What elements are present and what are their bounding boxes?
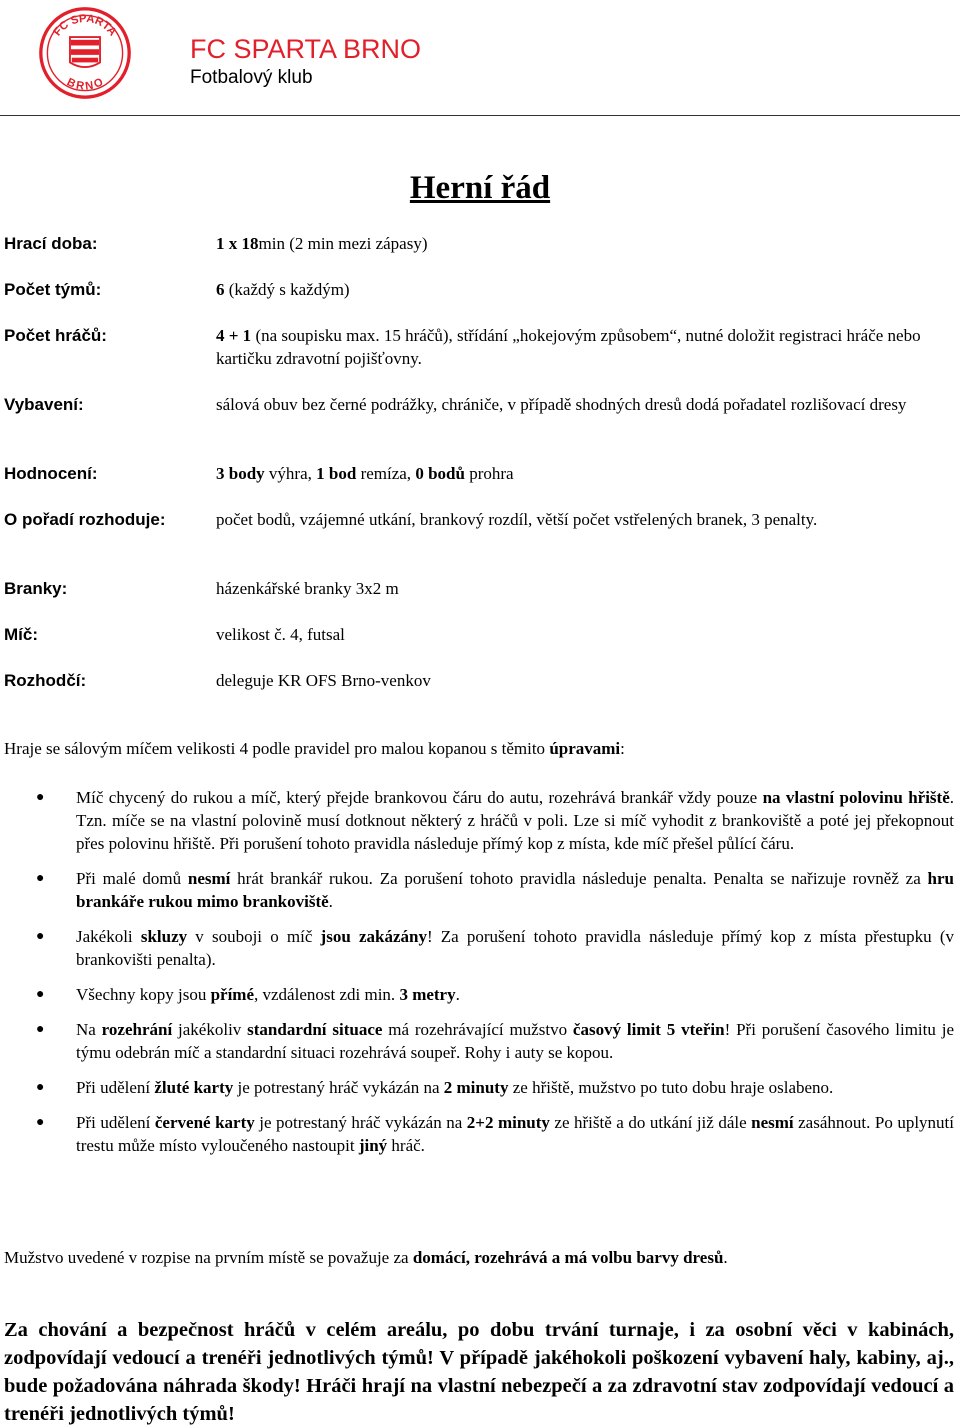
info-value: 3 body výhra, 1 bod remíza, 0 bodů prohra bbox=[216, 464, 514, 483]
bullet-icon: ● bbox=[36, 790, 45, 805]
club-subtitle: Fotbalový klub bbox=[190, 67, 313, 88]
info-value: sálová obuv bez černé podrážky, chrániče, v případě shodných dresů dodá pořadatel rozlišovací dresy bbox=[216, 395, 907, 414]
rule-item: ● Na rozehrání jakékoliv standardní situace má rozehrávající mužstvo časový limit 5 vteřin! Při porušení časového limitu je týmu odebrán míč a standardní situaci rozehrává soupeř. Rohy i auty se kopou. bbox=[36, 1020, 954, 1062]
club-logo bbox=[38, 6, 132, 100]
club-name: FC SPARTA BRNO bbox=[190, 34, 422, 64]
info-label: Hodnocení: bbox=[4, 464, 98, 483]
info-label: O pořadí rozhoduje: bbox=[4, 510, 166, 529]
brand-block bbox=[190, 33, 421, 90]
info-value: počet bodů, vzájemné utkání, brankový rozdíl, větší počet vstřelených branek, 3 penalty. bbox=[216, 510, 818, 529]
bullet-icon: ● bbox=[36, 987, 45, 1002]
rule-item: ● Míč chycený do rukou a míč, který přejde brankovou čáru do autu, rozehrává brankář vždy pouze na vlastní polovinu hřiště. Tzn. míče se na vlastní polovině musí dotknout některý z hráčů v poli. Lze si míč vyhodit z brankoviště a poté jej překopnout přes polovinu hřiště. Při porušení tohoto pravidla následuje přímý kop z místa, kde míč přešel půlící čáru. bbox=[36, 788, 954, 853]
info-label: Branky: bbox=[4, 579, 68, 598]
rule-item: ● Při malé domů nesmí hrát brankář rukou. Za porušení tohoto pravidla následuje penalta. Penalta se nařizuje rovněž za hru brankáře rukou mimo brankoviště. bbox=[36, 869, 954, 911]
bullet-icon: ● bbox=[36, 1022, 45, 1037]
rule-item: ● Jakékoli skluzy v souboji o míč jsou zakázány! Za porušení tohoto pravidla následuje přímý kop z místa přestupku (v brankovišti penalta). bbox=[36, 927, 955, 969]
info-label: Hrací doba: bbox=[4, 234, 98, 253]
info-value: házenkářské branky 3x2 m bbox=[216, 579, 399, 598]
info-label: Míč: bbox=[4, 625, 38, 644]
header-divider bbox=[0, 115, 960, 116]
bullet-icon: ● bbox=[36, 1080, 45, 1095]
bullet-icon: ● bbox=[36, 929, 45, 944]
bullet-icon: ● bbox=[36, 1115, 45, 1130]
info-value: deleguje KR OFS Brno-venkov bbox=[216, 671, 431, 690]
svg-text:BRNO: BRNO bbox=[64, 76, 106, 93]
bullet-icon: ● bbox=[36, 871, 45, 886]
rule-item: ● Při udělení žluté karty je potrestaný hráč vykázán na 2 minuty ze hřiště, mužstvo po tuto dobu hraje oslabeno. bbox=[36, 1078, 834, 1097]
info-label: Počet týmů: bbox=[4, 280, 102, 299]
rules-intro: Hraje se sálovým míčem velikosti 4 podle pravidel pro malou kopanou s těmito úpravami: bbox=[4, 739, 625, 758]
info-value: velikost č. 4, futsal bbox=[216, 625, 345, 644]
home-team-note: Mužstvo uvedené v rozpise na prvním místě se považuje za domácí, rozehrává a má volbu barvy dresů. bbox=[4, 1248, 728, 1267]
info-label: Počet hráčů: bbox=[4, 326, 107, 345]
liability-warning: Za chování a bezpečnost hráčů v celém areálu, po dobu trvání turnaje, i za osobní věci v kabinách, zodpovídají vedoucí a trenéři jednotlivých týmů! V případě jakéhokoli poškození vybavení haly, kabiny, aj., bude požadována náhrada škody! Hráči hrají na vlastní nebezpečí a za zdravotní stav zodpovídají vedoucí a trenéři jednotlivých týmů! bbox=[4, 1319, 954, 1425]
page-title: Herní řád bbox=[409, 170, 551, 207]
info-value: 4 + 1 (na soupisku max. 15 hráčů), střídání „hokejovým způsobem“, nutné doložit registraci hráče nebo kartičku zdravotní pojišťovny. bbox=[216, 326, 921, 368]
rule-item: ● Při udělení červené karty je potrestaný hráč vykázán na 2+2 minuty ze hřiště a do utkání již dále nesmí zasáhnout. Po uplynutí trestu může místo vyloučeného nastoupit jiný hráč. bbox=[36, 1113, 954, 1155]
info-value: 6 (každý s každým) bbox=[216, 280, 350, 299]
rule-item: ● Všechny kopy jsou přímé, vzdálenost zdi min. 3 metry. bbox=[36, 985, 460, 1004]
svg-text:FC SPARTA: FC SPARTA bbox=[51, 12, 119, 39]
rules-list bbox=[36, 786, 954, 1169]
info-label: Vybavení: bbox=[4, 395, 84, 414]
info-label: Rozhodčí: bbox=[4, 671, 87, 690]
info-value: 1 x 18min (2 min mezi zápasy) bbox=[216, 234, 428, 253]
page-header bbox=[0, 0, 960, 118]
